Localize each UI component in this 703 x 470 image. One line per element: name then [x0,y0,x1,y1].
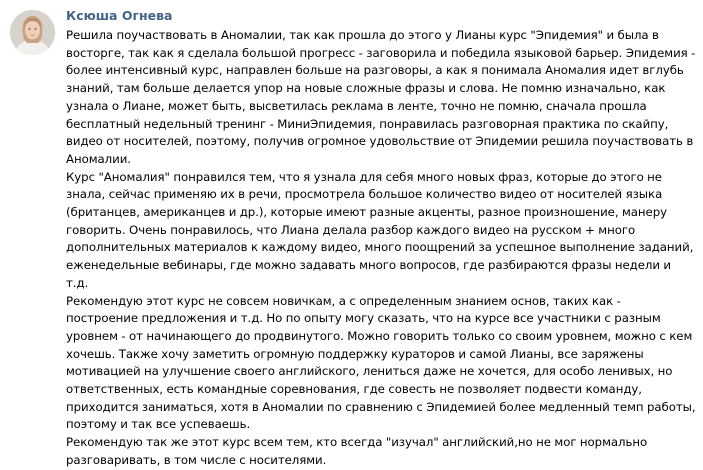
author-name-link[interactable]: Ксюша Огнева [66,8,173,23]
comment-text [66,27,696,470]
comment-paragraph: Решила поучаствовать в Аномалии, так как прошла до этого у Лианы курс "Эпидемия" и была в восторге, так как я сделала большой прогресс - заговорила и победила языковой барьер. Эпидемия - более интенсивный курс, направлен больше на разговоры, а как я понимала Аномалия идет вглубь знаний, там больше делается упор на новые сложные фразы и слова. Не помню изначально, как узнала о Лиане, может быть, высветилась реклама в ленте, точно не помню, сначала прошла бесплатный недельный тренинг - МиниЭпидемия, понравилась разговорная практика по скайпу, видео от носителей, поэтому, получив огромное удовольствие от Эпидемии решила поучаствовать в Аномалии. [66,28,696,166]
comment-paragraph: Рекомендую этот курс не совсем новичкам, а с определенным знанием основ, таких как - построение предложения и т.д. Но по опыту могу сказать, что на курсе все участники с разным уровнем - от начинающего до продвинутого. Можно говорить только со своим уровнем, можно с кем хочешь. Также хочу заметить огромную поддержку кураторов и самой Лианы, все заряжены мотивацией на улучшение своего английского, лениться даже не хочется, для особо ленивых, но ответственных, есть командные соревнования, где совесть не позволяет подвести команду, приходится заниматься, хотя в Аномалии по сравнению с Эпидемией более медленный темп работы, поэтому и так все успеваешь. [66,293,696,432]
author-avatar[interactable] [10,10,55,55]
comment-paragraph: Курс "Аномалия" понравился тем, что я узнала для себя много новых фраз, которые до этого не знала, сейчас применяю их в речи, просмотрела большое количество видео от носителей языка (британцев, американцев и др.), которые имеют разные акценты, разное произношение, манеру говорить. Очень понравилось, что Лиана делала разбор каждого видео на русском + много дополнительных материалов к каждому видео, много поощрений за успешное выполнение заданий, еженедельные вебинары, где можно задавать много вопросов, где разбираются фразы недели и т.д. [66,169,694,290]
avatar-photo-icon [10,10,55,55]
comment-paragraph: Рекомендую так же этот курс всем тем, кто всегда "изучал" английский,но не мог нормально разговаривать, в том числе с носителями. [66,435,648,467]
